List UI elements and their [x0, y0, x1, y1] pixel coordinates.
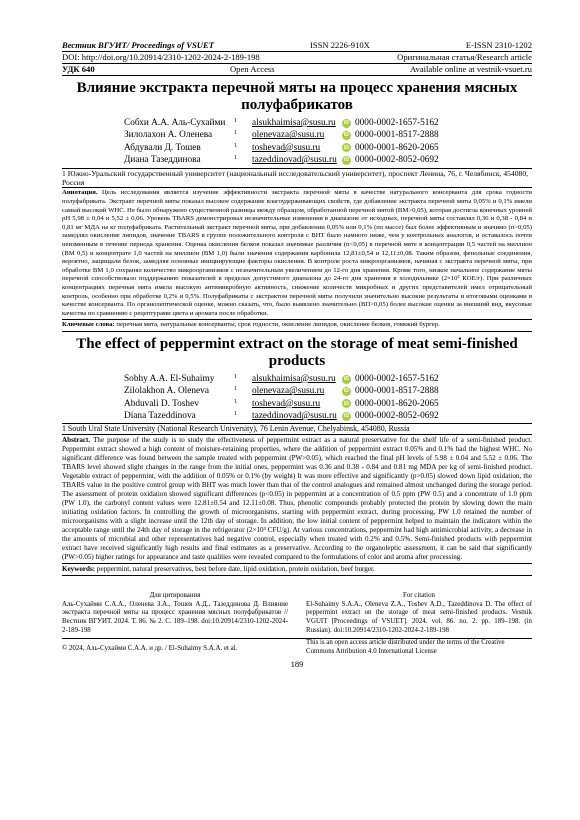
author-name: Абдували Д. Тошев [124, 142, 201, 153]
abstract-label: Аннотация. [62, 189, 98, 197]
author-sup: 1 [234, 142, 237, 149]
author-sup: 1 [234, 411, 237, 418]
orcid-icon: iD [344, 375, 349, 382]
author-row [124, 410, 532, 422]
author-sup: 1 [234, 373, 237, 380]
author-row [124, 129, 532, 141]
author-email[interactable]: alsukhaimisa@susu.ru [252, 373, 336, 384]
author-email[interactable]: olenevaza@susu.ru [252, 386, 325, 397]
author-sup: 1 [234, 118, 237, 124]
abstract-text: Цель исследования является изучение эффективности экстракта перечной мяты в качестве натурального консерванта для срока годности полуфабриката. Экстракт перечной мяты показал высокое содержание влагоудерживающих свойств, где добавление экстракта перечной мяты 0,05% и 0,1% имели самый высокий WHC. Не было обнаружено существенной разницы между образцом, обработанной перечной мятой (ВМ>0,05), которая достигла конечных уровней pH 5,98 ± 0,04 и 5,52 ± 0,06. Уровень TBARS демонстрировал незначительные изменения в диапазоне от исходных, перечной мяты составлял 0,36 и 0,38 - 0,84 и 0,81 мг МДА на кг полуфабриката. Растительный экстракт перечной мяты, при добавлении 0,05% или 0,1% (по массе) был более эффективным и значимо (п>0,05) замедлял окисление липидов, значение TBARS в группе положительного контроля с ВНТ было намного ниже, чем у контрольных аналогов, и оставалось почти неизменным в течение периода хранения. Оценка окисления белков показал значимые различия (п<0,05) в перечной мяте в концентрации 0,5 частей на миллион (ВМ 0,5) и концентрате 1,0 частей на миллион (ВМ 1,0) были значения содержания карбонила 12,81±0,54 и 12,11±0,08. Таким образом, фенольные соединения, вероятно, защищали белок, замедляя основные инициирующие факторы окисления. В контроле роста микроорганизмов, начиная с экстракта перечной мяты, при обработке ВМ 1,0 сохранял количество микроорганизмов с незначительным увеличением до 12-го дня хранения. Кроме того, низкое начальное содержание мяты перечной способствовало поддержанию показателей в пределах допустимого диапазона до 24-го дня хранения в холодильнике (2×10³ КОЕ/г). При различных концентрациях перечная мята имела высокую антимикробную активность, снижение количеств микробных и других представителей имел отрицательный контроль, особенно при обработке 0,2% и 0,5%. Полуфабрикаты с экстрактом перечной мяты получили значительно высокие результаты и итоговыми оценками в качестве консерванта. По органолептической оценке, можно сказать, что, было выявлено значительно (ВП>0,05) более высокие оценки за внешний вид, вкусовые качества по сравнению с рецептурами цвета и аромата после обработки. [62, 189, 532, 317]
author-row [124, 385, 532, 397]
author-sup: 1 [234, 398, 237, 405]
author-orcid[interactable]: 0000-0001-8620-2065 [355, 142, 439, 153]
available-online[interactable]: Available online at vestnik-vsuet.ru [409, 64, 532, 74]
article-page [62, 40, 532, 669]
author-email[interactable]: olenevaza@susu.ru [252, 130, 325, 141]
citation-heading: Для цитирования [149, 591, 201, 599]
ru-authors [124, 117, 532, 167]
author-row [124, 373, 532, 385]
page-number: 189 [290, 658, 304, 669]
copyright: © 2024, Аль-Сухайми С.А.А. и др. / El-Suhaimy S.A.A. et al. [62, 645, 238, 653]
author-orcid[interactable]: 0000-0002-1657-5162 [355, 373, 439, 384]
author-name: Sobhy A.A. El-Suhaimy [124, 373, 215, 384]
orcid-icon: iD [344, 157, 349, 164]
doi-row [62, 51, 532, 63]
en-affiliation: 1 South Ural State University (National Research University), 76 Lenin Avenue, Chelyabinsk, 454080, Russia [62, 423, 532, 433]
ru-abstract [62, 187, 532, 319]
citation-heading: For citation [403, 591, 435, 599]
keywords-label: Keywords: [62, 564, 96, 573]
author-email[interactable]: toshevad@susu.ru [252, 398, 321, 409]
orcid-icon: iD [344, 413, 349, 420]
keywords-text: peppermint, natural preservatives, best before date, lipid oxidation, protein oxidation, beef burger. [96, 564, 375, 573]
author-orcid[interactable]: 0000-0001-8517-2888 [355, 130, 439, 141]
keywords-text: перечная мята, натуральные консерванты, срок годности, окисление липидов, окисление белков, говяжий бургер. [116, 321, 440, 329]
doi-link[interactable]: DOI: http://doi.org/10.20914/2310-1202-2024-2-189-198 [62, 52, 260, 62]
author-orcid[interactable]: 0000-0002-8052-0692 [355, 411, 439, 422]
author-email[interactable]: toshevad@susu.ru [252, 142, 321, 153]
author-sup: 1 [234, 155, 237, 162]
ru-title: Влияние экстракта перечной мяты на процесс хранения мясных полуфабрикатов [76, 80, 518, 113]
author-row [124, 117, 532, 129]
article-type: Оригинальная статья/Research article [397, 52, 532, 62]
ru-keywords [62, 319, 532, 332]
abstract-text: The purpose of the study is to study the effectiveness of peppermint extract as a natural preservative for the shelf life of a semi-finished product. Peppermint extract showed a high content of moisture-retaining properties, where the addition of peppermint extract 0.05% and 0.1% had the highest WHC. No significant difference was found between the sample treated with peppermint (PW>0.05), which reached the final pH levels of 5.98 ± 0.04 and 5.52 ± 0.06. The TBARS level showed slight changes in the range from the initial ones, peppermint was 0.36 and 0.38 - 0.84 and 0.81 mg MDA per kg of semi-finished product. Vegetable extract of peppermint, with the addition of 0.05% or 0.1% (by weight) It was more effective and significantly (p>0.05) slowed down lipid oxidation, the TBARS value in the positive control group with BHT was much lower than that of the control analogues and remained almost unchanged during the storage period. The assessment of protein oxidation showed significant differences (p<0.05) in peppermint at a concentration of 0.5 ppm (PW 0.5) and a concentrate of 1.0 ppm (PW 1.0), the carbonyl content values were 12.81±0.54 and 12.11±0.08. Thus, phenolic compounds probably protected the protein by slowing down the main initiating oxidation factors. In controlling the growth of microorganisms, starting with peppermint extract, during processing, PW 1.0 retained the number of microorganisms with a slight increase until the 12th day of storage. In addition, the low initial content of peppermint helped to maintain the indicators within the acceptable range until the 24th day of storage in the refrigerator (2×10³ CFU/g). At various concentrations, peppermint had high antimicrobial activity, a decrease in the amounts of microbial and other representatives had negative control, especially when treated with 0.2% and 0.5%. Semi-finished products with peppermint extract have received significantly high results and final estimates as a preservative. According to the organoleptic assessment, it can be said that significantly (PW>0.05) higher ratings for appearance and taste qualities were revealed compared to the formulations of color and aroma after processing. [62, 435, 532, 561]
license-text: This is an open access article distributed under the terms of the Creative Commons Attribution 4.0 International License [306, 639, 505, 656]
udc-row [62, 63, 532, 76]
english-section [62, 336, 532, 576]
citation-text: El-Suhaimy S.A.A., Oleneva Z.A., Toshev A.D., Tazeddinova D. The effect of peppermint extract on the storage of meat semi-finished products. Vestnik VGUIT [Proceedings of VSUET]. 2024. vol. 86. no. 2. pp. 189–198. (in Russian). doi:10.20914/2310-1202-2024-2-189-198 [306, 600, 532, 634]
author-orcid[interactable]: 0000-0001-8620-2065 [355, 398, 439, 409]
author-email[interactable]: tazeddinovad@susu.ru [252, 411, 337, 422]
author-name: Зилолахон А. Оленева [124, 130, 213, 141]
author-name: Собхи А.А. Аль-Сухайми [124, 118, 226, 128]
author-orcid[interactable]: 0000-0001-8517-2888 [355, 386, 439, 397]
en-abstract [62, 434, 532, 563]
author-sup: 1 [234, 386, 237, 393]
author-row [124, 154, 532, 166]
orcid-icon: iD [344, 132, 349, 139]
author-email[interactable]: alsukhaimisa@susu.ru [252, 118, 336, 128]
en-keywords [62, 563, 532, 576]
author-sup: 1 [234, 130, 237, 137]
author-name: Zilolakhon A. Oleneva [124, 386, 209, 397]
orcid-icon: iD [344, 400, 349, 407]
author-name: Диана Тазеддинова [124, 155, 201, 166]
citation-text: Аль-Сухайми С.А.А., Оленева З.А., Тошев А.Д., Тазеддинова Д. Влияние экстракта перечной мяты на процесс хранения мясных полуфабрикатов // Вестник ВГУИТ. 2024. Т. 86. № 2. С. 189–198. doi:10.20914/2310-1202-2024-2-189-198 [62, 600, 288, 634]
issn: ISSN 2226-910X [309, 40, 370, 50]
author-email[interactable]: tazeddinovad@susu.ru [252, 155, 337, 166]
page-footer [62, 638, 532, 656]
journal-name: Вестник ВГУИТ/ Proceedings of VSUET [62, 40, 214, 50]
orcid-icon: iD [344, 144, 349, 151]
author-name: Diana Tazeddinova [124, 411, 196, 422]
author-orcid[interactable]: 0000-0002-1657-5162 [355, 118, 439, 128]
citation-en [306, 592, 532, 636]
author-row [124, 398, 532, 410]
orcid-icon: iD [344, 120, 349, 126]
orcid-icon: iD [344, 388, 349, 395]
keywords-label: Ключевые слова: [62, 321, 115, 329]
author-row [124, 142, 532, 154]
citation-block [62, 592, 532, 636]
author-name: Abduvali D. Toshev [124, 398, 199, 409]
en-authors [124, 373, 532, 423]
open-access: Open Access [229, 64, 275, 74]
author-orcid[interactable]: 0000-0002-8052-0692 [355, 155, 439, 166]
citation-ru [62, 592, 288, 636]
abstract-label: Abstract. [62, 435, 91, 444]
journal-header [62, 40, 532, 51]
ru-affiliation: 1 Южно-Уральский государственный университет (национальный исследовательский университет), проспект Ленина, 76, г. Челябинск, 454080, Россия [62, 168, 532, 188]
udc: УДК 640 [62, 64, 95, 74]
en-title: The effect of peppermint extract on the storage of meat semi-finished products [76, 335, 518, 369]
eissn: E-ISSN 2310-1202 [465, 40, 532, 50]
